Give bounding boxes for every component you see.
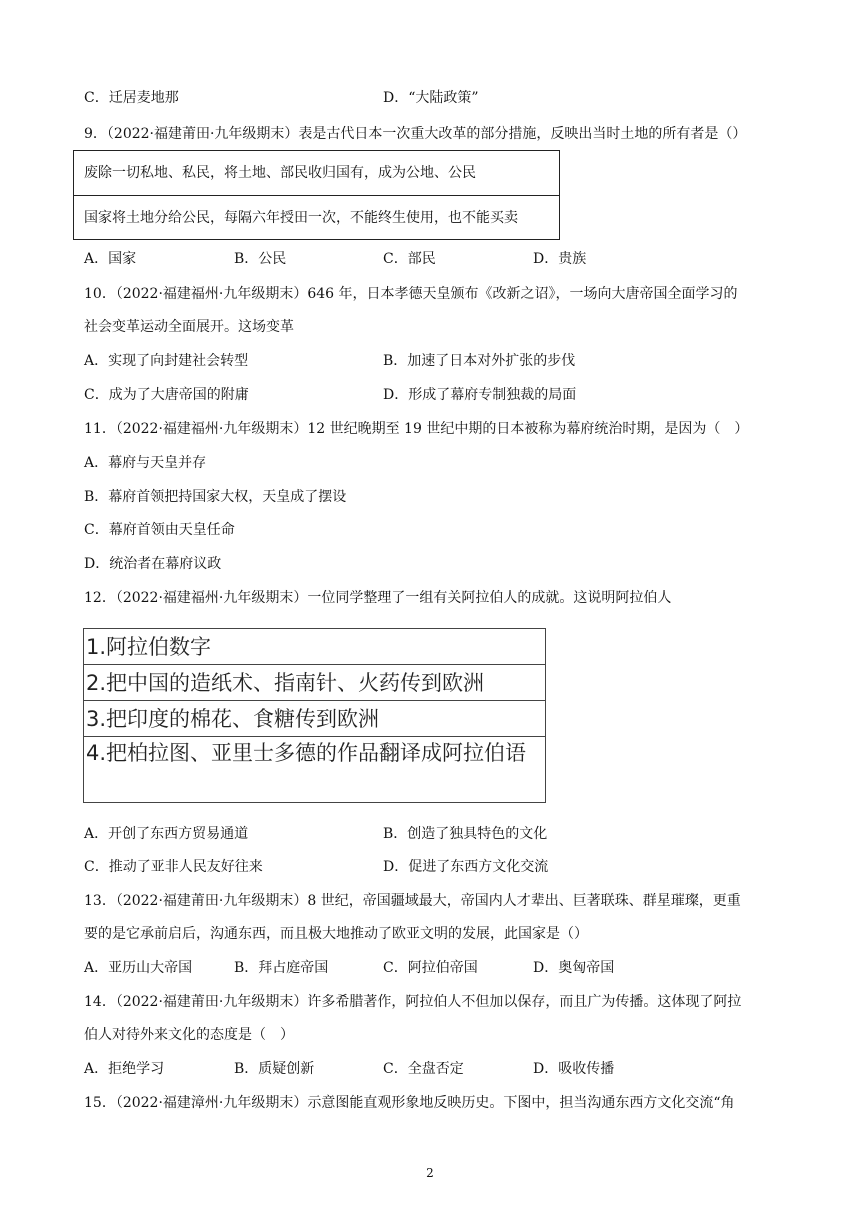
- option-a: A．幕府与天皇并存: [84, 455, 207, 471]
- option-a: A．国家: [84, 251, 137, 267]
- option-d: D．“大陆政策”: [383, 90, 479, 106]
- option-d: D．统治者在幕府议政: [84, 556, 222, 572]
- option-b: B．拜占庭帝国: [234, 960, 329, 976]
- option-c: C．推动了亚非人民友好往来: [84, 859, 263, 875]
- option-b: B．创造了独具特色的文化: [383, 826, 548, 842]
- question-13-cont: 要的是它承前启后，沟通东西，而且极大地推动了欧亚文明的发展，此国家是（）: [84, 926, 588, 942]
- table-row: 2.把中国的造纸术、指南针、火药传到欧洲: [84, 665, 545, 701]
- option-c: C．成为了大唐帝国的附庸: [84, 387, 249, 403]
- table-row: 废除一切私地、私民，将土地、部民收归国有，成为公地、公民: [74, 151, 559, 196]
- table-row: 国家将土地分给公民，每隔六年授田一次，不能终生使用，也不能买卖: [84, 210, 518, 226]
- question-12-table: [83, 628, 546, 803]
- option-a: A．开创了东西方贸易通道: [84, 826, 249, 842]
- option-c: C．迁居麦地那: [84, 90, 179, 106]
- question-10: 10．（2022·福建福州·九年级期末）646 年，日本孝德天皇颁布《改新之诏》，一场向大唐帝国全面学习的: [84, 286, 738, 302]
- question-12: 12．（2022·福建福州·九年级期末）一位同学整理了一组有关阿拉伯人的成就。这说明阿拉伯人: [84, 590, 672, 606]
- option-c: C．部民: [383, 251, 436, 267]
- option-a: A．实现了向封建社会转型: [84, 353, 249, 369]
- option-d: D．吸收传播: [533, 1061, 615, 1077]
- question-14-cont: 伯人对待外来文化的态度是（ ）: [84, 1027, 294, 1043]
- table-row: 1.阿拉伯数字: [84, 629, 545, 665]
- option-c: C．阿拉伯帝国: [383, 960, 478, 976]
- option-b: B．公民: [234, 251, 287, 267]
- option-a: A．亚历山大帝国: [84, 960, 193, 976]
- option-d: D．促进了东西方文化交流: [383, 859, 549, 875]
- option-d: D．形成了幕府专制独裁的局面: [383, 387, 577, 403]
- question-10-cont: 社会变革运动全面展开。这场变革: [84, 319, 294, 335]
- question-15: 15．（2022·福建漳州·九年级期末）示意图能直观形象地反映历史。下图中，担当沟通东西方文化交流“角: [84, 1095, 735, 1111]
- option-a: A．拒绝学习: [84, 1061, 165, 1077]
- question-13: 13．（2022·福建莆田·九年级期末）8 世纪，帝国疆域最大，帝国内人才辈出、巨著联珠、群星璀璨，更重: [84, 893, 741, 909]
- table-row: 4.把柏拉图、亚里士多德的作品翻译成阿拉伯语: [86, 741, 527, 765]
- question-9-table: [73, 150, 560, 240]
- question-14: 14．（2022·福建莆田·九年级期末）许多希腊著作，阿拉伯人不但加以保存，而且广为传播。这体现了阿拉: [84, 994, 742, 1010]
- page-number: 2: [426, 1166, 434, 1180]
- option-b: B．质疑创新: [234, 1061, 315, 1077]
- question-9: 9．（2022·福建莆田·九年级期末）表是古代日本一次重大改革的部分措施，反映出当时土地的所有者是（）: [84, 126, 747, 142]
- question-11: 11．（2022·福建福州·九年级期末）12 世纪晚期至 19 世纪中期的日本被称为幕府统治时期，是因为（ ）: [84, 421, 749, 437]
- option-b: B．幕府首领把持国家大权，天皇成了摆设: [84, 489, 347, 505]
- option-b: B．加速了日本对外扩张的步伐: [383, 353, 576, 369]
- table-row: 3.把印度的棉花、食糖传到欧洲: [84, 701, 545, 737]
- option-d: D．贵族: [533, 251, 587, 267]
- option-c: C．幕府首领由天皇任命: [84, 522, 235, 538]
- option-c: C．全盘否定: [383, 1061, 464, 1077]
- option-d: D．奥匈帝国: [533, 960, 615, 976]
